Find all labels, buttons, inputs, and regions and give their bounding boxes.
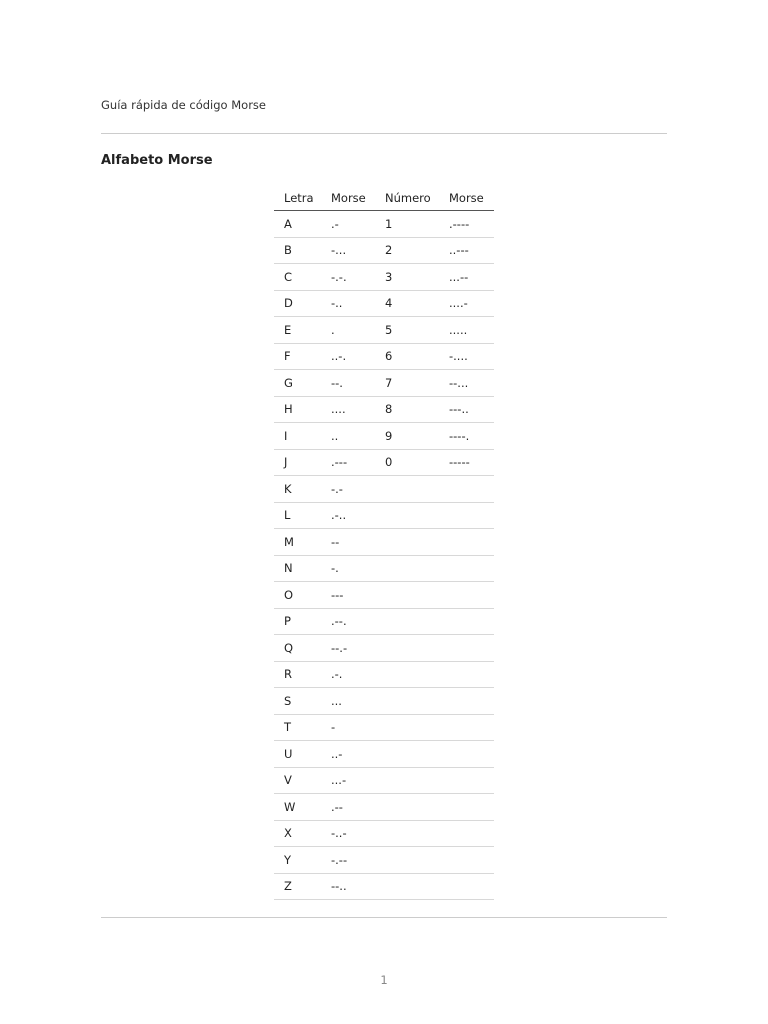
cell-number-morse: -----: [439, 449, 494, 476]
cell-number: 8: [375, 396, 439, 423]
table-row: [274, 608, 494, 635]
cell-letter: R: [274, 661, 321, 688]
cell-number-morse: [439, 529, 494, 556]
cell-letter: T: [274, 714, 321, 741]
cell-letter: C: [274, 264, 321, 291]
table-row: [274, 794, 494, 821]
cell-letter: D: [274, 290, 321, 317]
cell-number: 1: [375, 211, 439, 238]
table-row: [274, 688, 494, 715]
cell-letter-morse: -: [321, 714, 375, 741]
cell-letter-morse: ...: [321, 688, 375, 715]
cell-number-morse: [439, 714, 494, 741]
table-row: [274, 264, 494, 291]
cell-number-morse: .----: [439, 211, 494, 238]
header-divider: [101, 133, 667, 134]
cell-letter-morse: ...-: [321, 767, 375, 794]
cell-letter-morse: --..: [321, 873, 375, 900]
cell-letter: L: [274, 502, 321, 529]
cell-letter-morse: --: [321, 529, 375, 556]
section-title: Alfabeto Morse: [101, 153, 213, 168]
cell-number: [375, 847, 439, 874]
cell-letter: V: [274, 767, 321, 794]
cell-number: 5: [375, 317, 439, 344]
cell-number-morse: [439, 688, 494, 715]
table-row: [274, 476, 494, 503]
cell-number: [375, 767, 439, 794]
cell-letter: H: [274, 396, 321, 423]
cell-number-morse: ----.: [439, 423, 494, 450]
cell-letter: E: [274, 317, 321, 344]
cell-number: [375, 608, 439, 635]
cell-letter-morse: -..-: [321, 820, 375, 847]
table-row: [274, 449, 494, 476]
cell-number: [375, 714, 439, 741]
cell-number: [375, 529, 439, 556]
cell-number-morse: [439, 661, 494, 688]
cell-number: [375, 502, 439, 529]
table-row: [274, 343, 494, 370]
table-row: [274, 873, 494, 900]
footer-divider: [101, 917, 667, 918]
cell-letter-morse: .: [321, 317, 375, 344]
cell-number-morse: [439, 847, 494, 874]
cell-number: 6: [375, 343, 439, 370]
morse-table: [274, 185, 494, 900]
cell-number-morse: [439, 608, 494, 635]
cell-number-morse: ...--: [439, 264, 494, 291]
cell-number: 9: [375, 423, 439, 450]
cell-letter: Z: [274, 873, 321, 900]
cell-number: [375, 555, 439, 582]
cell-letter-morse: ..: [321, 423, 375, 450]
cell-letter: S: [274, 688, 321, 715]
cell-letter: X: [274, 820, 321, 847]
page-number: 1: [380, 973, 388, 987]
cell-number-morse: [439, 794, 494, 821]
cell-number: 7: [375, 370, 439, 397]
cell-letter-morse: .--: [321, 794, 375, 821]
cell-letter-morse: ....: [321, 396, 375, 423]
cell-letter: P: [274, 608, 321, 635]
table-header-row: [274, 185, 494, 211]
cell-letter: W: [274, 794, 321, 821]
cell-number-morse: [439, 635, 494, 662]
cell-letter-morse: -.-: [321, 476, 375, 503]
cell-number-morse: [439, 502, 494, 529]
cell-number-morse: ..---: [439, 237, 494, 264]
cell-number: 4: [375, 290, 439, 317]
cell-letter: G: [274, 370, 321, 397]
table-row: [274, 661, 494, 688]
table-row: [274, 237, 494, 264]
cell-number: [375, 582, 439, 609]
cell-letter-morse: ..-: [321, 741, 375, 768]
cell-letter-morse: .-..: [321, 502, 375, 529]
cell-number-morse: [439, 582, 494, 609]
cell-letter-morse: -...: [321, 237, 375, 264]
cell-number-morse: [439, 741, 494, 768]
cell-number: [375, 476, 439, 503]
table-row: [274, 370, 494, 397]
cell-number: [375, 794, 439, 821]
table-row: [274, 635, 494, 662]
cell-letter: N: [274, 555, 321, 582]
cell-letter: I: [274, 423, 321, 450]
cell-letter-morse: .---: [321, 449, 375, 476]
cell-number-morse: [439, 555, 494, 582]
cell-number-morse: [439, 820, 494, 847]
cell-letter: K: [274, 476, 321, 503]
table-row: [274, 847, 494, 874]
cell-number-morse: ---..: [439, 396, 494, 423]
cell-number: [375, 820, 439, 847]
cell-letter-morse: .-.: [321, 661, 375, 688]
table-row: [274, 582, 494, 609]
table-row: [274, 714, 494, 741]
cell-letter-morse: -.-.: [321, 264, 375, 291]
cell-letter-morse: --.-: [321, 635, 375, 662]
column-header-letter-morse: Morse: [321, 185, 375, 211]
cell-number-morse: [439, 873, 494, 900]
table-row: [274, 423, 494, 450]
cell-letter-morse: -.--: [321, 847, 375, 874]
column-header-letter: Letra: [274, 185, 321, 211]
table-row: [274, 290, 494, 317]
cell-letter-morse: --.: [321, 370, 375, 397]
cell-number-morse: -....: [439, 343, 494, 370]
table-row: [274, 502, 494, 529]
table-row: [274, 211, 494, 238]
table-row: [274, 767, 494, 794]
cell-letter-morse: .--.: [321, 608, 375, 635]
table-body: [274, 211, 494, 900]
cell-number-morse: .....: [439, 317, 494, 344]
cell-number: 2: [375, 237, 439, 264]
cell-letter: Q: [274, 635, 321, 662]
cell-number-morse: [439, 476, 494, 503]
column-header-number: Número: [375, 185, 439, 211]
column-header-number-morse: Morse: [439, 185, 494, 211]
cell-number: 3: [375, 264, 439, 291]
cell-letter-morse: ---: [321, 582, 375, 609]
cell-letter: J: [274, 449, 321, 476]
cell-letter: O: [274, 582, 321, 609]
cell-number-morse: ....-: [439, 290, 494, 317]
cell-number: [375, 873, 439, 900]
cell-number: [375, 661, 439, 688]
table-row: [274, 820, 494, 847]
cell-letter: F: [274, 343, 321, 370]
cell-number: [375, 688, 439, 715]
cell-letter-morse: ..-.: [321, 343, 375, 370]
cell-letter-morse: -.: [321, 555, 375, 582]
cell-letter: Y: [274, 847, 321, 874]
cell-letter-morse: -..: [321, 290, 375, 317]
cell-number: [375, 635, 439, 662]
cell-letter: U: [274, 741, 321, 768]
cell-number: [375, 741, 439, 768]
cell-number-morse: --...: [439, 370, 494, 397]
cell-number-morse: [439, 767, 494, 794]
cell-letter: A: [274, 211, 321, 238]
table-row: [274, 741, 494, 768]
table-row: [274, 396, 494, 423]
cell-letter: M: [274, 529, 321, 556]
cell-letter: B: [274, 237, 321, 264]
table-row: [274, 555, 494, 582]
document-header: Guía rápida de código Morse: [101, 98, 266, 112]
table-row: [274, 529, 494, 556]
table-row: [274, 317, 494, 344]
cell-number: 0: [375, 449, 439, 476]
cell-letter-morse: .-: [321, 211, 375, 238]
